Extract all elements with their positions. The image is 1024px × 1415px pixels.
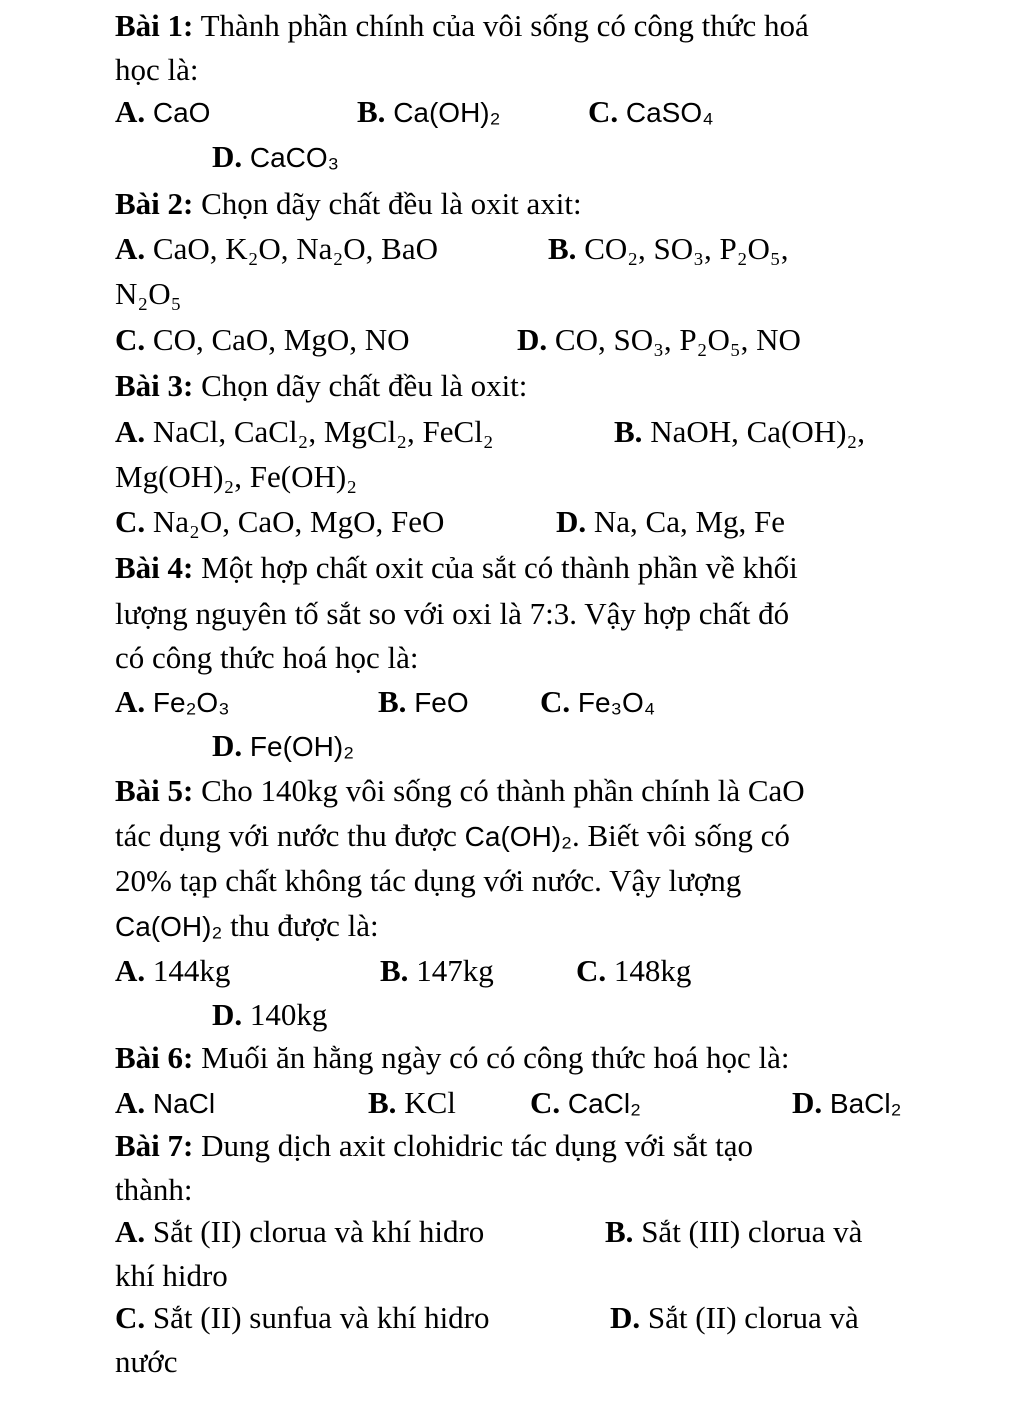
q2-stem-line: Bài 2: Chọn dãy chất đều là oxit axit: bbox=[115, 186, 582, 221]
q1-option-a: A. CaO bbox=[115, 94, 211, 129]
q3-option-d: D. Na, Ca, Mg, Fe bbox=[556, 504, 786, 539]
q3-option-c: C. Na₂O, CaO, MgO, FeO bbox=[115, 504, 445, 539]
q1-option-c: C. CaSO₄ bbox=[588, 94, 714, 129]
q4-option-d: D. Fe(OH)₂ bbox=[212, 728, 355, 763]
q3-option-b: B. NaOH, Ca(OH)₂, bbox=[614, 414, 866, 449]
q7-option-d: D. Sắt (II) clorua và bbox=[610, 1300, 859, 1335]
q1-title: Bài 1: bbox=[115, 8, 194, 43]
q7-title: Bài 7: bbox=[115, 1128, 194, 1163]
q4-stem-line2: lượng nguyên tố sắt so với oxi là 7:3. Vậy hợp chất đó bbox=[115, 596, 790, 631]
q4-stem-line1: Bài 4: Một hợp chất oxit của sắt có thành phần về khối bbox=[115, 550, 798, 585]
q7-option-a: A. Sắt (II) clorua và khí hidro bbox=[115, 1214, 485, 1249]
q6-option-a: A. NaCl bbox=[115, 1085, 216, 1120]
q7-stem-line1: Bài 7: Dung dịch axit clohidric tác dụng với sắt tạo bbox=[115, 1128, 753, 1163]
q3-option-a: A. NaCl, CaCl₂, MgCl₂, FeCl₂ bbox=[115, 414, 494, 449]
q6-title: Bài 6: bbox=[115, 1040, 194, 1075]
q5-stem-line3: 20% tạp chất không tác dụng với nước. Vậy lượng bbox=[115, 863, 742, 898]
q4-option-c: C. Fe₃O₄ bbox=[540, 684, 656, 719]
q6-stem-line: Bài 6: Muối ăn hằng ngày có có công thức hoá học là: bbox=[115, 1040, 790, 1075]
q2-option-b-cont: N₂O₅ bbox=[115, 276, 182, 311]
q7-option-c: C. Sắt (II) sunfua và khí hidro bbox=[115, 1300, 490, 1335]
q7-option-d-cont: nước bbox=[115, 1344, 178, 1379]
q2-option-d: D. CO, SO₃, P₂O₅, NO bbox=[517, 322, 801, 357]
q1-option-b: B. Ca(OH)₂ bbox=[357, 94, 501, 129]
q3-stem-line: Bài 3: Chọn dãy chất đều là oxit: bbox=[115, 368, 528, 403]
q6-option-d: D. BaCl₂ bbox=[792, 1085, 902, 1120]
q1-stem: Thành phần chính của vôi sống có công thức hoá bbox=[193, 8, 809, 43]
q7-option-b-cont: khí hidro bbox=[115, 1258, 228, 1293]
q5-option-d: D. 140kg bbox=[212, 997, 328, 1032]
q7-option-b: B. Sắt (III) clorua và bbox=[605, 1214, 863, 1249]
q6-option-b: B. KCl bbox=[368, 1085, 456, 1120]
q5-option-b: B. 147kg bbox=[380, 953, 494, 988]
q1-option-d: D. CaCO₃ bbox=[212, 139, 340, 174]
q4-title: Bài 4: bbox=[115, 550, 194, 585]
q3-option-b-cont: Mg(OH)₂, Fe(OH)₂ bbox=[115, 459, 358, 494]
q1-stem-line2: học là: bbox=[115, 52, 199, 87]
q2-option-b: B. CO₂, SO₃, P₂O₅, bbox=[548, 231, 789, 266]
q5-title: Bài 5: bbox=[115, 773, 194, 808]
q4-option-a: A. Fe₂O₃ bbox=[115, 684, 230, 719]
q5-stem-line2: tác dụng với nước thu được Ca(OH)₂. Biết vôi sống có bbox=[115, 818, 790, 853]
q2-option-c: C. CO, CaO, MgO, NO bbox=[115, 322, 410, 357]
q5-option-a: A. 144kg bbox=[115, 953, 231, 988]
q6-option-c: C. CaCl₂ bbox=[530, 1085, 641, 1120]
q5-stem-line1: Bài 5: Cho 140kg vôi sống có thành phần chính là CaO bbox=[115, 773, 805, 808]
q2-title: Bài 2: bbox=[115, 186, 194, 221]
q2-option-a: A. CaO, K₂O, Na₂O, BaO bbox=[115, 231, 438, 266]
q7-stem-line2: thành: bbox=[115, 1172, 193, 1207]
q4-option-b: B. FeO bbox=[378, 684, 469, 719]
q1-stem-line1 bbox=[115, 4, 809, 48]
q4-stem-line3: có công thức hoá học là: bbox=[115, 640, 419, 675]
q5-stem-line4: Ca(OH)₂ thu được là: bbox=[115, 908, 379, 943]
q3-title: Bài 3: bbox=[115, 368, 194, 403]
q5-option-c: C. 148kg bbox=[576, 953, 692, 988]
